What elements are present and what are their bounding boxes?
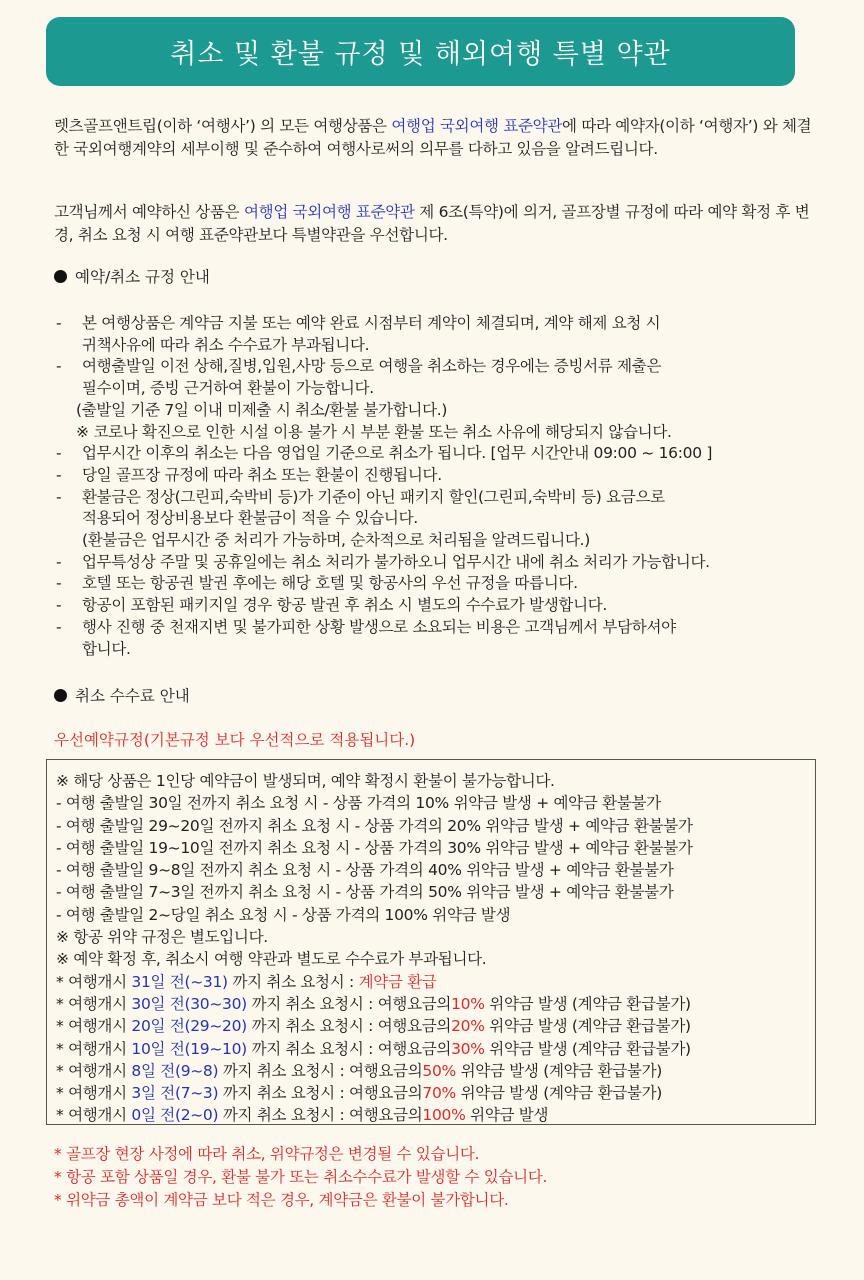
fee-rule-line: ※ 항공 위약 규정은 별도입니다. <box>56 928 268 947</box>
fee-base: 여행요금의 <box>349 1084 423 1103</box>
fee-suffix: 위약금 발생 (계약금 환급불가) <box>455 1061 663 1080</box>
fee-amount: 70% <box>422 1084 456 1103</box>
fee-suffix: 위약금 발생 (계약금 환급불가) <box>455 1084 663 1103</box>
fee-schedule-row <box>56 1038 815 1060</box>
reservation-rules-list <box>54 313 834 660</box>
cancellation-fee-box <box>46 759 816 1125</box>
fee-rule-line: ※ 예약 확정 후, 취소시 여행 약관과 별도로 수수료가 부과됩니다. <box>56 950 487 969</box>
page-title: 취소 및 환불 규정 및 해외여행 특별 약관 <box>170 39 671 70</box>
rule-item <box>54 400 834 443</box>
fee-mid: 까지 취소 요청시 : <box>246 1039 378 1058</box>
fee-mid: 까지 취소 요청시 : <box>246 1017 378 1036</box>
rule-line: 귀책사유에 따라 취소 수수료가 부과됩니다. <box>82 335 370 354</box>
rule-text <box>82 595 834 617</box>
fee-prefix: * 여행개시 <box>56 994 132 1013</box>
rule-item <box>54 552 834 574</box>
standard-terms-link: 여행업 국외여행 표준약관 <box>243 203 415 221</box>
rule-dash: - <box>56 574 62 593</box>
rule-item <box>54 617 834 660</box>
rule-line: (환불금은 업무시간 중 처리가 가능하며, 순차적으로 처리됨을 알려드립니다.) <box>82 531 591 550</box>
fee-rule-line: - 여행 출발일 19~10일 전까지 취소 요청 시 - 상품 가격의 30% 위약금 발생 + 예약금 환불불가 <box>56 838 693 857</box>
rule-line: 필수이며, 증빙 근거하여 환불이 가능합니다. <box>82 379 374 398</box>
rule-text <box>82 552 834 574</box>
rule-dash: - <box>56 596 62 615</box>
fee-base: 여행요금의 <box>377 994 452 1013</box>
priority-rule-label: 우선예약규정(기본규정 보다 우선적으로 적용됩니다.) <box>54 731 416 749</box>
fee-amount: 50% <box>422 1061 456 1080</box>
fee-amount: 10% <box>451 994 485 1013</box>
fee-suffix: 위약금 발생 (계약금 환급불가) <box>484 1039 691 1058</box>
fee-suffix: 위약금 발생 <box>465 1106 549 1125</box>
bullet-icon <box>54 689 67 702</box>
fee-mid: 까지 취소 요청시 : <box>218 1106 350 1125</box>
rule-line: 당일 골프장 규정에 따라 취소 또는 환불이 진행됩니다. <box>82 465 442 484</box>
fee-period: 20일 전(29~20) <box>131 1017 247 1036</box>
footer-note: * 위약금 총액이 계약금 보다 적은 경우, 계약금은 환불이 불가합니다. <box>54 1191 509 1209</box>
fee-period: 0일 전(2~0) <box>131 1106 219 1125</box>
rule-item <box>54 313 834 356</box>
fee-amount: 30% <box>451 1039 485 1058</box>
rule-line: 행사 진행 중 천재지변 및 불가피한 상황 발생으로 소요되는 비용은 고객님께서 부담하셔야 <box>82 617 676 636</box>
footer-note: * 항공 포함 상품일 경우, 환불 불가 또는 취소수수료가 발생할 수 있습니다. <box>54 1168 548 1186</box>
bullet-icon <box>54 270 67 283</box>
rule-line: 여행출발일 이전 상해,질병,입원,사망 등으로 여행을 취소하는 경우에는 증빙서류 제출은 <box>82 357 662 376</box>
fee-prefix: * 여행개시 <box>56 1106 132 1125</box>
fee-period: 3일 전(7~3) <box>131 1084 219 1103</box>
rule-line: 합니다. <box>82 639 131 658</box>
rule-dash: - <box>56 357 62 376</box>
rule-line: 항공이 포함된 패키지일 경우 항공 발권 후 취소 시 별도의 수수료가 발생합니다. <box>82 596 608 615</box>
section-heading-reservation <box>54 266 210 289</box>
fee-rule-line: - 여행 출발일 7~3일 전까지 취소 요청 시 - 상품 가격의 50% 위약금 발생 + 예약금 환불불가 <box>56 883 674 902</box>
fee-mid: 까지 취소 요청시 : <box>218 1084 350 1103</box>
rule-dash: - <box>56 444 62 463</box>
intro1-text-b: 에 따라 예약자(이하 ‘여행자’) 와 체결한 국외여행계약의 세부이행 및 준수하여 여행사로써의 의무를 다하고 있음을 알려드립니다. <box>54 117 812 158</box>
rule-dash: - <box>56 617 62 636</box>
fee-base: 여행요금의 <box>349 1061 423 1080</box>
standard-terms-link: 여행업 국외여행 표준약관 <box>391 117 563 135</box>
rule-item <box>54 573 834 595</box>
page-title-banner <box>46 17 795 86</box>
intro-paragraph-2 <box>54 201 814 247</box>
rule-line: 적용되어 정상비용보다 환불금이 적을 수 있습니다. <box>82 509 418 528</box>
fee-schedule-row <box>56 1104 815 1126</box>
rule-text <box>82 465 834 487</box>
rule-dash: - <box>56 552 62 571</box>
rule-item <box>54 356 834 399</box>
section-heading-fees <box>54 685 190 708</box>
fee-rule-line: - 여행 출발일 30일 전까지 취소 요청 시 - 상품 가격의 10% 위약금 발생 + 예약금 환불불가 <box>56 794 661 813</box>
intro2-text-a: 고객님께서 예약하신 상품은 <box>54 203 244 221</box>
fee-base: 여행요금의 <box>349 1106 423 1125</box>
rule-text <box>82 443 834 465</box>
rule-item <box>54 465 834 487</box>
fee-period: 10일 전(19~10) <box>131 1039 247 1058</box>
rule-text <box>82 487 834 552</box>
fee-mid: 까지 취소 요청시 : <box>246 994 378 1013</box>
footer-note: * 골프장 현장 사정에 따라 취소, 위약규정은 변경될 수 있습니다. <box>54 1145 480 1163</box>
fee-amount: 계약금 환급 <box>358 972 437 991</box>
rule-line: (출발일 기준 7일 이내 미제출 시 취소/환불 불가합니다.) <box>76 400 448 419</box>
intro1-text-a: 렛츠골프앤트립(이하 ‘여행사’) 의 모든 여행상품은 <box>54 117 392 135</box>
fee-schedule-row <box>56 1060 815 1082</box>
fee-prefix: * 여행개시 <box>56 1039 132 1058</box>
fee-mid: 까지 취소 요청시 : <box>227 972 359 991</box>
rule-item <box>54 487 834 552</box>
rule-text <box>82 617 834 660</box>
fee-period: 31일 전(~31) <box>131 972 228 991</box>
rule-dash: - <box>56 465 62 484</box>
rule-item <box>54 443 834 465</box>
rule-text <box>82 313 834 356</box>
fee-prefix: * 여행개시 <box>56 1061 132 1080</box>
fee-rule-line: - 여행 출발일 9~8일 전까지 취소 요청 시 - 상품 가격의 40% 위약금 발생 + 예약금 환불불가 <box>56 861 674 880</box>
fee-period: 8일 전(9~8) <box>131 1061 219 1080</box>
intro-paragraph-1 <box>54 115 814 161</box>
fee-period: 30일 전(30~30) <box>131 994 247 1013</box>
fee-prefix: * 여행개시 <box>56 1084 132 1103</box>
rule-text <box>76 400 834 443</box>
fee-rule-line: ※ 해당 상품은 1인당 예약금이 발생되며, 예약 확정시 환불이 불가능합니다. <box>56 772 555 790</box>
fee-base: 여행요금의 <box>377 1017 452 1036</box>
rule-text <box>82 573 834 595</box>
rule-text <box>82 356 834 399</box>
fee-schedule-row <box>56 1015 815 1037</box>
fee-rule-line: - 여행 출발일 2~당일 취소 요청 시 - 상품 가격의 100% 위약금 발생 <box>56 905 511 924</box>
fee-suffix: 위약금 발생 (계약금 환급불가) <box>484 994 691 1013</box>
fee-prefix: * 여행개시 <box>56 972 132 991</box>
intro2-text-b: 제 6조(특약)에 의거, 골프장별 규정에 따라 예약 확정 후 변경, 취소 요청 시 여행 표준약관보다 특별약관을 우선합니다. <box>54 203 810 244</box>
fee-schedule-row <box>56 971 815 993</box>
fee-schedule-row <box>56 1082 815 1104</box>
rule-line: 업무특성상 주말 및 공휴일에는 취소 처리가 불가하오니 업무시간 내에 취소 처리가 가능합니다. <box>82 552 710 571</box>
section-title: 예약/취소 규정 안내 <box>75 268 210 286</box>
fee-schedule-row <box>56 993 815 1015</box>
rule-dash: - <box>56 487 62 506</box>
rule-line: 본 여행상품은 계약금 지불 또는 예약 완료 시점부터 계약이 체결되며, 계약 해제 요청 시 <box>82 314 661 332</box>
fee-rule-line: - 여행 출발일 29~20일 전까지 취소 요청 시 - 상품 가격의 20% 위약금 발생 + 예약금 환불불가 <box>56 816 693 835</box>
fee-mid: 까지 취소 요청시 : <box>218 1061 350 1080</box>
fee-amount: 100% <box>422 1106 466 1125</box>
rule-dash: - <box>56 314 62 332</box>
fee-amount: 20% <box>451 1017 485 1036</box>
rule-item <box>54 595 834 617</box>
rule-line: ※ 코로나 확진으로 인한 시설 이용 불가 시 부분 환불 또는 취소 사유에 해당되지 않습니다. <box>76 422 672 441</box>
rule-line: 환불금은 정상(그린피,숙박비 등)가 기준이 아닌 패키지 할인(그린피,숙박비 등) 요금으로 <box>82 487 665 506</box>
footer-notes <box>54 1143 547 1212</box>
fee-base: 여행요금의 <box>377 1039 452 1058</box>
rule-line: 호텔 또는 항공권 발권 후에는 해당 호텔 및 항공사의 우선 규정을 따릅니다. <box>82 574 578 593</box>
fee-prefix: * 여행개시 <box>56 1017 132 1036</box>
section-title: 취소 수수료 안내 <box>75 687 190 705</box>
fee-suffix: 위약금 발생 (계약금 환급불가) <box>484 1017 691 1036</box>
rule-line: 업무시간 이후의 취소는 다음 영업일 기준으로 취소가 됩니다. [업무 시간안내 09:00 ~ 16:00 ] <box>82 444 713 463</box>
